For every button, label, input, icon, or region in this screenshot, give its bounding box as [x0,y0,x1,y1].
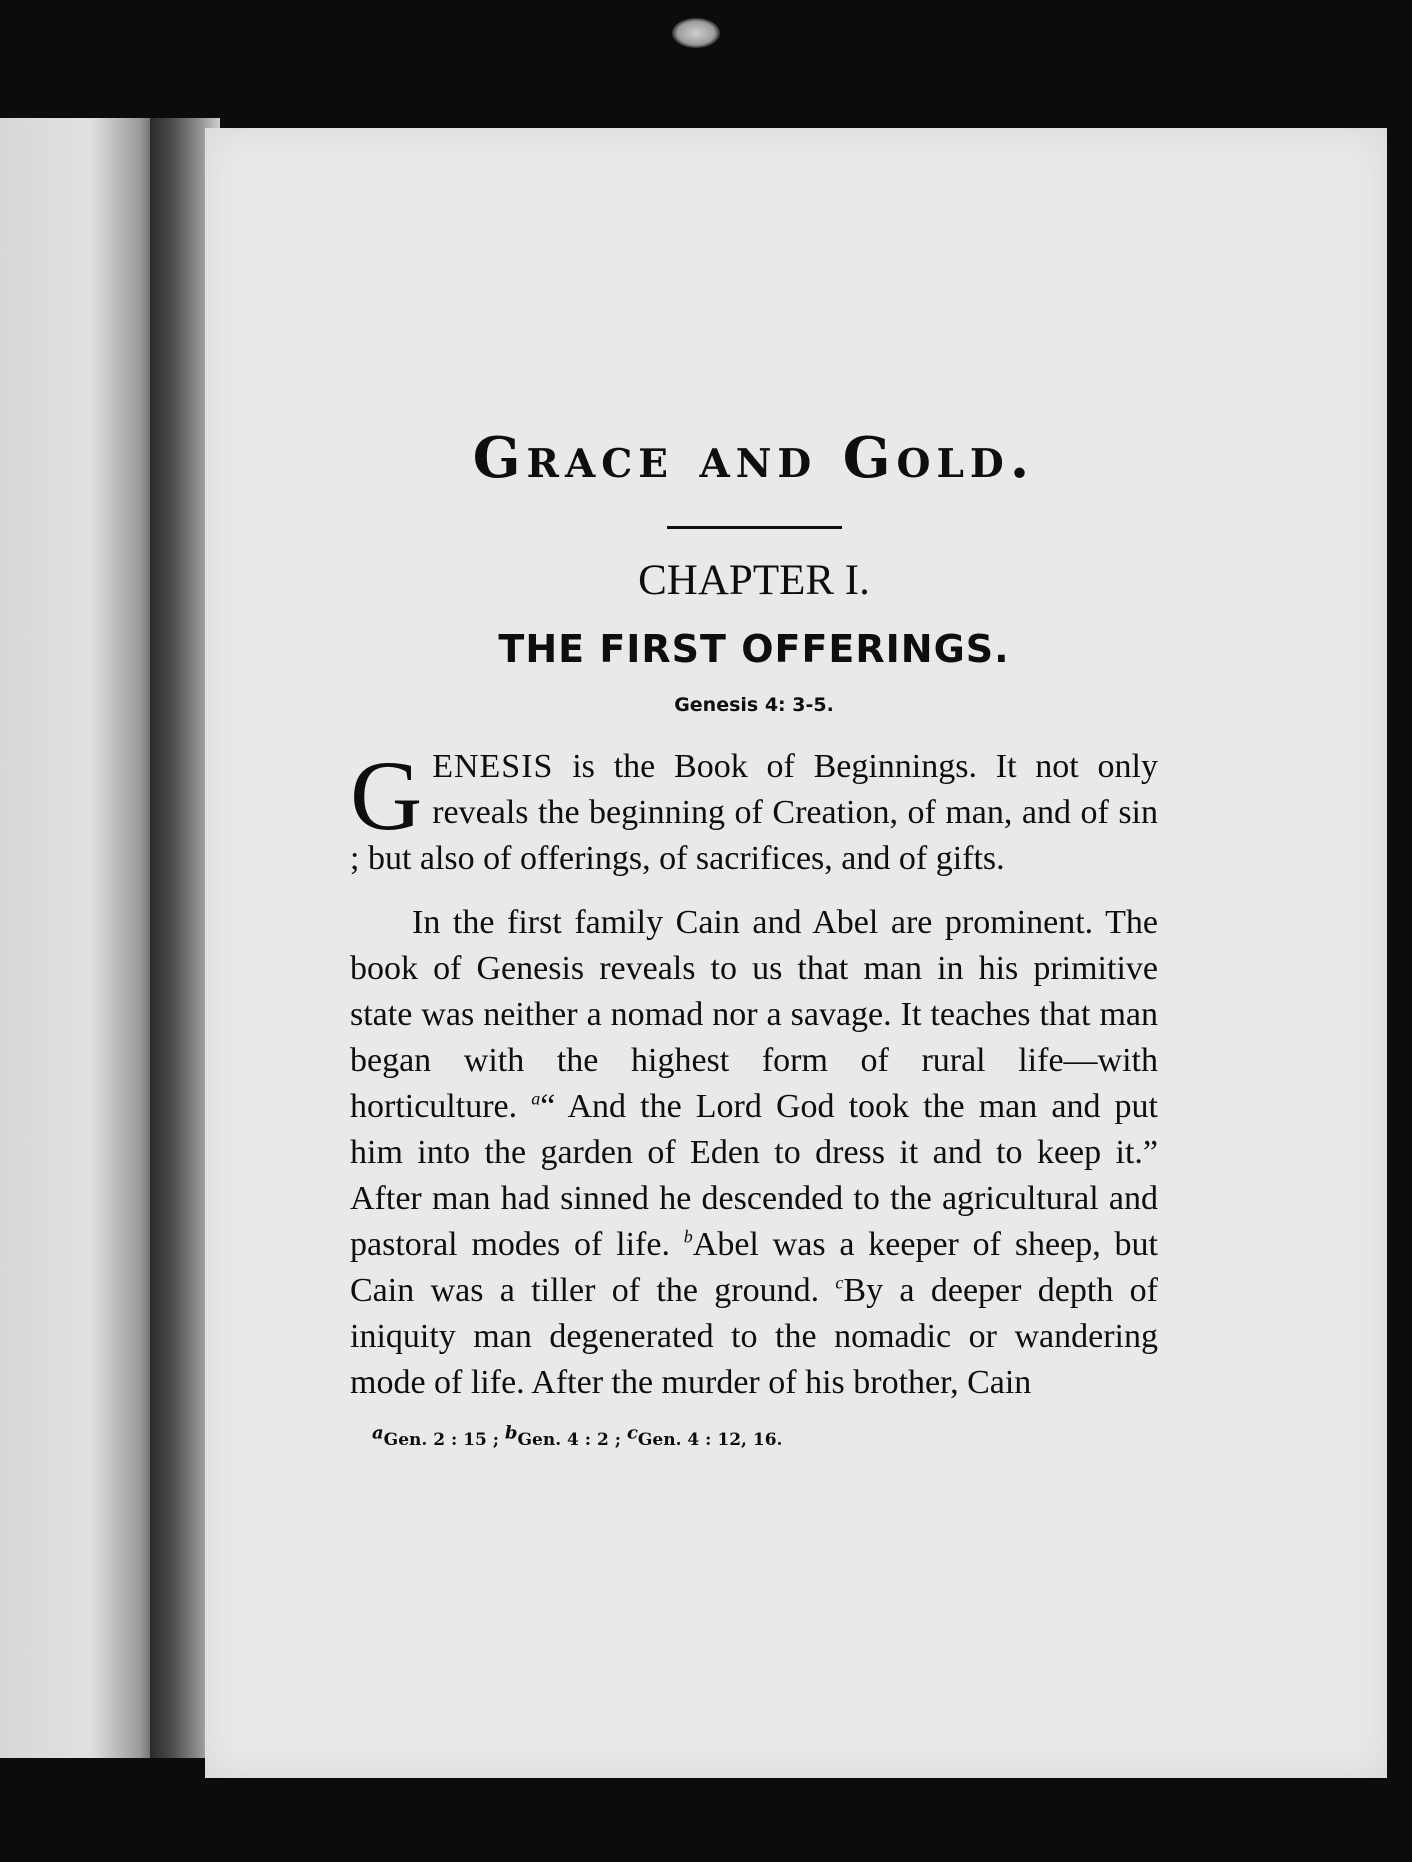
paragraph-1-text: is the Book of Beginnings. It not only reveals the beginning of Creation, of man, and of sin ; but also of offerings, of sacrifices, and of gifts. [350,748,1158,877]
footnote-mark-c: c [626,1422,638,1444]
facing-page-edge [0,118,165,1758]
page-content [350,425,1158,1450]
footnote-b: Gen. 4 : 2 ; [517,1430,627,1450]
footnote-marker-a: a [531,1088,541,1109]
footnote-marker-b: b [683,1226,693,1247]
drop-cap: G [350,740,423,851]
lead-word: ENESIS [432,748,554,785]
scan-artifact [672,18,720,48]
footnote-c: Gen. 4 : 12, 16. [637,1430,783,1450]
chapter-heading: CHAPTER I. [638,557,870,604]
scripture-reference: Genesis 4: 3-5. [674,694,834,716]
paragraph-2-text-2: “ And the Lord God took the man and put him into the garden of Eden to dress it and to keep it.” After man had sinned he descended to the agricultural and pastoral modes of life. [350,1088,1158,1263]
footnotes [350,1422,1158,1450]
paragraph-2-text-1: In the first family Cain and Abel are prominent. The book of Genesis reveals to us that man in his primitive state was neither a nomad nor a savage. It teaches that man began with the highest form of rural life—with horticulture. [350,904,1158,1125]
footnote-a: Gen. 2 : 15 ; [383,1430,505,1450]
footnote-mark-b: b [504,1422,518,1444]
chapter-title: THE FIRST OFFERINGS. [498,627,1010,671]
paragraph-1 [350,740,1158,882]
paragraph-2 [350,900,1158,1406]
title-rule [667,526,842,529]
book-title: Grace and Gold. [472,425,1036,491]
paragraph-2-text-4: By a deeper depth of iniquity man degenerated to the nomadic or wandering mode of life. After the murder of his brother, Cain [350,1272,1158,1401]
paragraph-2-text-3: Abel was a keeper of sheep, but Cain was a tiller of the ground. [350,1226,1158,1309]
footnote-marker-c: c [835,1272,844,1293]
footnote-mark-a: a [372,1422,384,1444]
